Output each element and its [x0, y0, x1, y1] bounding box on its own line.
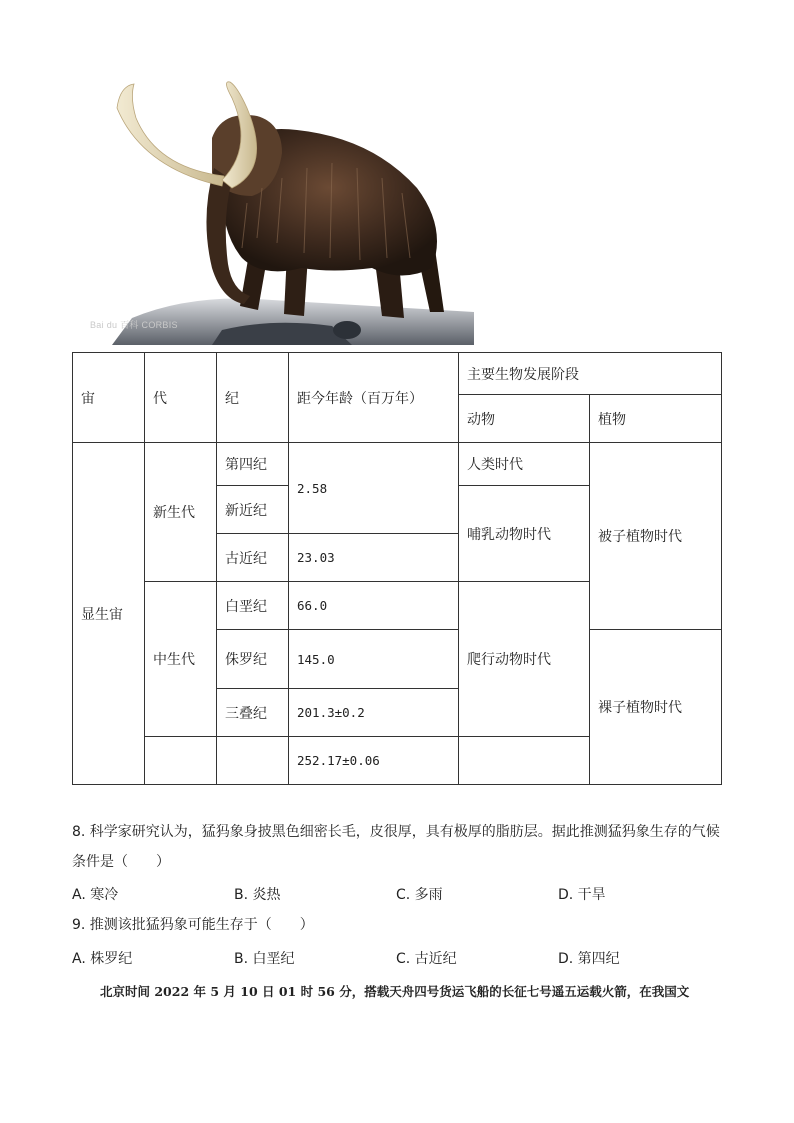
period-empty	[217, 737, 289, 785]
q8-option-c[interactable]: C. 多雨	[396, 887, 443, 903]
period-paleogene: 古近纪	[217, 534, 289, 582]
age-cell: 252.17±0.06	[289, 737, 459, 785]
header-animals: 动物	[459, 395, 590, 443]
header-eon: 宙	[73, 353, 145, 443]
age-cell: 2.58	[289, 443, 459, 534]
header-period: 纪	[217, 353, 289, 443]
eon-cell: 显生宙	[73, 443, 145, 785]
header-stage: 主要生物发展阶段	[459, 353, 722, 395]
period-quaternary: 第四纪	[217, 443, 289, 486]
period-triassic: 三叠纪	[217, 689, 289, 737]
period-cretaceous: 白垩纪	[217, 582, 289, 630]
woolly-mammoth-photo-icon	[72, 68, 474, 345]
passage-text: 北京时间 2022 年 5 月 10 日 01 时 56 分，搭载天舟四号货运飞船的长征七号遥五运载火箭，在我国文	[100, 984, 690, 999]
plant-stage-angiosperm: 被子植物时代	[590, 443, 722, 630]
geologic-time-table	[72, 352, 722, 785]
q8-option-a[interactable]: A. 寒冷	[72, 887, 119, 903]
question-8-line2: 条件是（ ）	[72, 854, 170, 870]
animal-stage-mammal: 哺乳动物时代	[459, 486, 590, 582]
photo-watermark: Bai du 百科 CORBIS	[90, 320, 178, 330]
header-plants: 植物	[590, 395, 722, 443]
question-9-line1: 9. 推测该批猛犸象可能生存于（ ）	[72, 917, 314, 933]
age-cell: 201.3±0.2	[289, 689, 459, 737]
animal-stage-empty	[459, 737, 590, 785]
q9-option-d[interactable]: D. 第四纪	[558, 951, 620, 967]
age-cell: 23.03	[289, 534, 459, 582]
q9-option-c[interactable]: C. 古近纪	[396, 951, 457, 967]
q8-option-d[interactable]: D. 干旱	[558, 887, 606, 903]
age-cell: 66.0	[289, 582, 459, 630]
header-era: 代	[145, 353, 217, 443]
period-jurassic: 侏罗纪	[217, 630, 289, 689]
q9-option-b[interactable]: B. 白垩纪	[234, 951, 295, 967]
q8-option-b[interactable]: B. 炎热	[234, 887, 281, 903]
mammoth-photo	[72, 68, 474, 345]
plant-stage-gymnosperm: 裸子植物时代	[590, 630, 722, 785]
era-empty	[145, 737, 217, 785]
q9-option-a[interactable]: A. 株罗纪	[72, 951, 133, 967]
age-cell: 145.0	[289, 630, 459, 689]
header-age: 距今年龄（百万年）	[289, 353, 459, 443]
period-neogene: 新近纪	[217, 486, 289, 534]
era-cenozoic: 新生代	[145, 443, 217, 582]
animal-stage-human: 人类时代	[459, 443, 590, 486]
animal-stage-reptile: 爬行动物时代	[459, 582, 590, 737]
question-8-line1: 8. 科学家研究认为，猛犸象身披黑色细密长毛，皮很厚，具有极厚的脂肪层。据此推测猛犸象生存的气候	[72, 824, 720, 840]
era-mesozoic: 中生代	[145, 582, 217, 737]
